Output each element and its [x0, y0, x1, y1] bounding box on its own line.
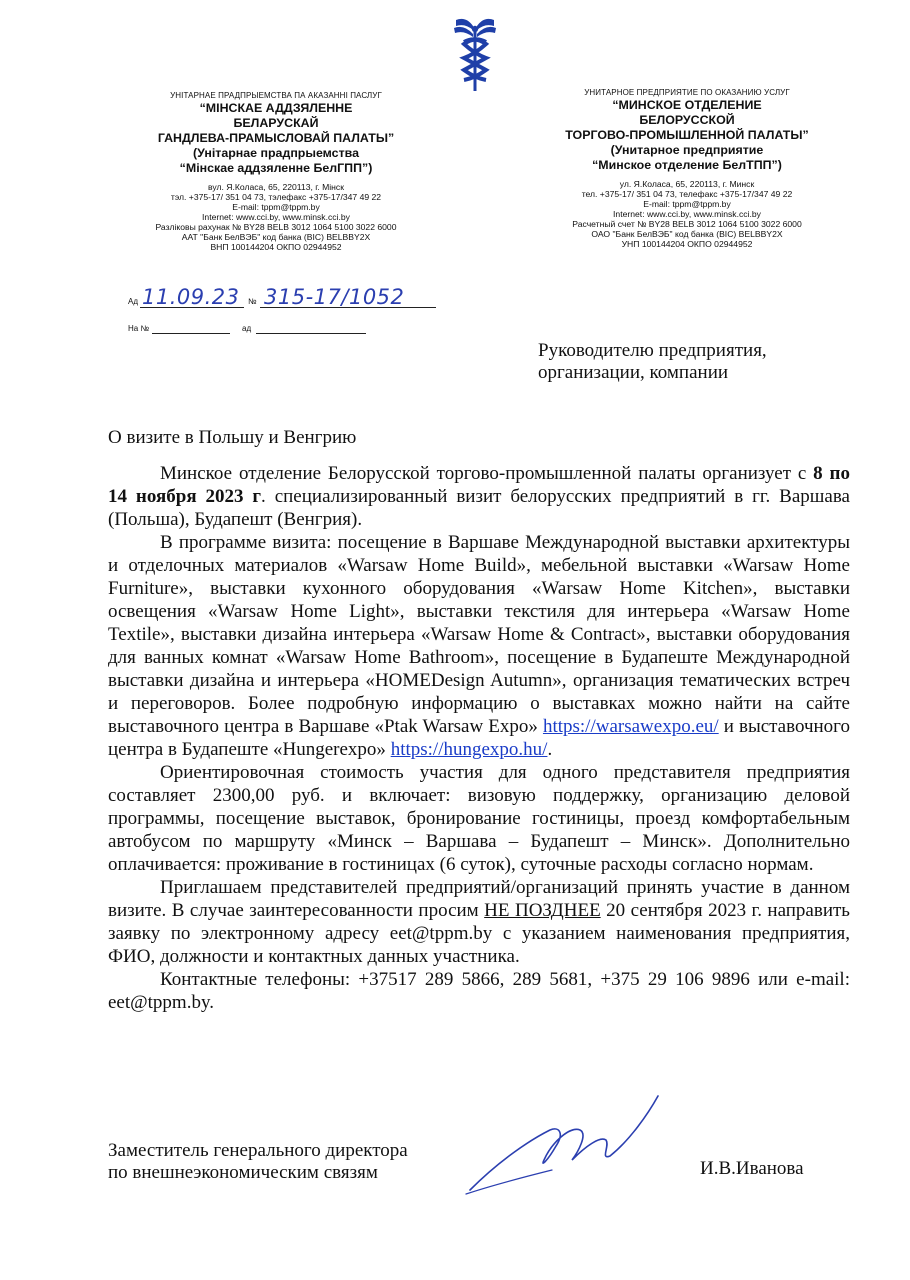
org-name-ru-line1: “МИНСКОЕ ОТДЕЛЕНИЕ — [612, 98, 762, 112]
chamber-logo-icon — [452, 14, 498, 96]
org-short-be-line1: (Унітарнае прадпрыемства — [192, 146, 359, 160]
signatory-position-line2: по внешнеэкономическим связям — [108, 1162, 378, 1183]
org-detail-be: E-mail: tppm@tppm.by — [232, 202, 320, 212]
org-detail-ru: тел. +375-17/ 351 04 73, телефакс +375-17/347 49 22 — [581, 189, 793, 199]
incoming-reference — [128, 322, 448, 336]
org-type-be: УНІТАРНАЕ ПРАДПРЫЕМСТВА ПА АКАЗАННІ ПАСЛУГ — [170, 91, 382, 100]
outgoing-reference — [128, 282, 448, 312]
addressee-line1: Руководителю предприятия, — [538, 340, 767, 361]
signatory-position-line1: Заместитель генерального директора — [108, 1140, 408, 1161]
letter-subject: О визите в Польшу и Венгрию — [108, 427, 357, 448]
paragraph-invitation: Приглашаем представителей предприятий/организаций принять участие в данном визите. В случае заинтересованности просим НЕ ПОЗДНЕЕ 20 сентября 2023 г. направить заявку по электронному адресу eet@tppm.by с указанием наименования предприятия, ФИО, должности и контактных данных участника. — [108, 877, 850, 967]
warsawexpo-link[interactable]: https://warsawexpo.eu/ — [542, 716, 719, 737]
addressee-line2: организации, компании — [538, 362, 729, 383]
org-detail-be: вул. Я.Коласа, 65, 220113, г. Мінск — [208, 182, 344, 192]
date-label: Ад — [128, 297, 139, 306]
deadline-emphasis: НЕ ПОЗДНЕЕ — [484, 900, 601, 921]
addressee — [538, 340, 878, 384]
paragraph-contacts: Контактные телефоны: +37517 289 5866, 289 5681, +375 29 106 9896 или e-mail: eet@tppm.by. — [108, 969, 850, 1013]
org-name-be-line2: БЕЛАРУСКАЙ — [233, 116, 319, 130]
org-short-ru-line1: (Унитарное предприятие — [610, 143, 764, 157]
handwritten-signature — [460, 1090, 680, 1200]
handwritten-date: 11.09.23 — [142, 285, 240, 309]
visit-dates: 8 по 14 ноября 2023 г — [108, 463, 850, 507]
org-detail-ru: E-mail: tppm@tppm.by — [643, 199, 731, 209]
signatory-name: И.В.Иванова — [700, 1158, 804, 1179]
paragraph-program: В программе визита: посещение в Варшаве Международной выставки архитектуры и отделочных материалов «Warsaw Home Build», мебельной выставки «Warsaw Home Furniture», выставки кухонного оборудования «Warsaw Home Kitchen», выставки освещения «Warsaw Home Light», выставки текстиля для интерьера «Warsaw Home Textile», выставки дизайна интерьера «Warsaw Home & Contract», выставки оборудования для ванных комнат «Warsaw Home Bathroom», посещение в Будапеште Международной выставки дизайна и интерьера «HOMEDesign Autumn», организация тематических встреч и переговоров. Более подробную информацию о выставках можно найти на сайте выставочного центра в Варшаве «Ptak Warsaw Expo» https://warsawexpo.eu/ и выставочного центра в Будапеште «Hungerexpo» https://hungexpo.hu/. — [108, 532, 851, 760]
letter-body — [108, 462, 850, 1014]
reply-date-label: ад — [242, 324, 252, 333]
number-label: № — [248, 297, 257, 306]
org-name-ru-line2: БЕЛОРУССКОЙ — [639, 113, 735, 127]
org-short-be-line2: “Мінскае аддзяленне БелГПП”) — [179, 161, 373, 175]
org-type-ru: УНИТАРНОЕ ПРЕДПРИЯТИЕ ПО ОКАЗАНИЮ УСЛУГ — [584, 88, 790, 97]
letterhead-belarusian — [120, 91, 432, 252]
signatory-position — [108, 1140, 408, 1184]
org-detail-be: Разліковы рахунак № BY28 BELB 3012 1064 5100 3022 6000 — [155, 222, 397, 232]
org-detail-ru: УНП 100144204 ОКПО 02944952 — [621, 239, 753, 249]
org-detail-be: ВНП 100144204 ОКПО 02944952 — [210, 242, 342, 252]
paragraph-intro: Минское отделение Белорусской торгово-промышленной палаты организует с 8 по 14 ноября 2023 г. специализированный визит белорусских предприятий в гг. Варшава (Польша), Будапешт (Венгрия). — [108, 463, 850, 530]
org-detail-ru: Расчетный счет № BY28 BELB 3012 1064 5100 3022 6000 — [572, 219, 802, 229]
org-detail-be: ААТ "Банк БелВЭБ" код банка (BIC) BELBBY2X — [181, 232, 371, 242]
org-detail-ru: ул. Я.Коласа, 65, 220113, г. Минск — [619, 179, 755, 189]
org-short-ru-line2: “Минское отделение БелТПП”) — [592, 158, 782, 172]
reply-number-label: На № — [128, 324, 150, 333]
org-detail-be: Internet: www.cci.by, www.minsk.cci.by — [202, 212, 350, 222]
org-detail-ru: Internet: www.cci.by, www.minsk.cci.by — [613, 209, 761, 219]
hungexpo-link[interactable]: https://hungexpo.hu/ — [390, 739, 548, 760]
org-detail-ru: ОАО "Банк БелВЭБ" код банка (BIC) BELBBY2X — [591, 229, 783, 239]
org-name-be-line3: ГАНДЛЕВА-ПРАМЫСЛОВАЙ ПАЛАТЫ” — [157, 131, 395, 145]
org-name-be-line1: “МІНСКАЕ АДДЗЯЛЕННЕ — [199, 101, 353, 115]
letterhead-russian — [528, 88, 846, 249]
org-detail-be: тэл. +375-17/ 351 04 73, тэлефакс +375-17/347 49 22 — [170, 192, 382, 202]
paragraph-cost: Ориентировочная стоимость участия для одного представителя предприятия составляет 2300,00 руб. и включает: визовую поддержку, организацию деловой программы, посещение выставок, бронирование гостиницы, проезд комфортабельным автобусом по маршруту «Минск – Варшава – Будапешт – Минск». Дополнительно оплачивается: проживание в гостиницах (6 суток), суточные расходы согласно нормам. — [108, 762, 850, 875]
org-name-ru-line3: ТОРГОВО-ПРОМЫШЛЕННОЙ ПАЛАТЫ” — [565, 128, 809, 142]
handwritten-number: 315-17/1052 — [264, 285, 405, 309]
